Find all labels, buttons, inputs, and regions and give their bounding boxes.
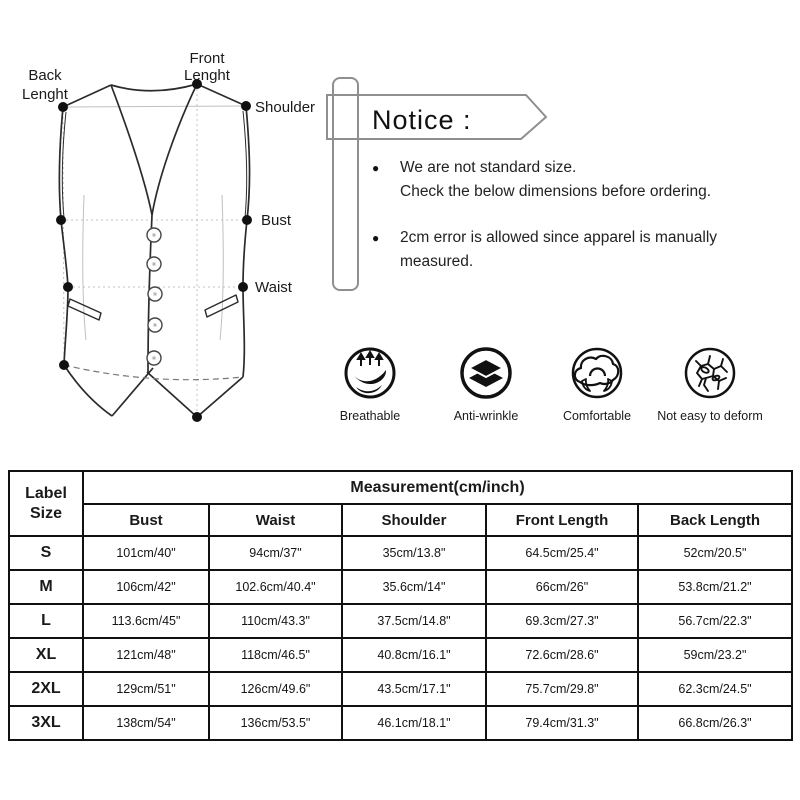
comfortable-icon <box>569 345 625 401</box>
feature-label: Breathable <box>339 409 401 423</box>
table-row-xl <box>9 638 792 672</box>
cell-waist: 136cm/53.5" <box>209 706 342 740</box>
size-label: M <box>9 570 83 604</box>
cell-bust: 138cm/54" <box>83 706 209 740</box>
table-row-3xl <box>9 706 792 740</box>
cell-bust: 113.6cm/45" <box>83 604 209 638</box>
cell-bust: 106cm/42" <box>83 570 209 604</box>
cell-shoulder: 43.5cm/17.1" <box>342 672 486 706</box>
cell-front-length: 79.4cm/31.3" <box>486 706 638 740</box>
size-label: XL <box>9 638 83 672</box>
shoulder-label: Shoulder <box>255 99 316 116</box>
cell-shoulder: 46.1cm/18.1" <box>342 706 486 740</box>
cell-shoulder: 35.6cm/14" <box>342 570 486 604</box>
vest-buttons <box>147 228 162 365</box>
measure-point-dots <box>56 79 252 422</box>
front-length-label-line2: Lenght <box>184 67 230 84</box>
column-header-front-length: Front Length <box>486 504 638 536</box>
notice-1-line2: Check the below dimensions before ordering. <box>400 183 712 200</box>
cell-back-length: 56.7cm/22.3" <box>638 604 792 638</box>
size-label: S <box>9 536 83 570</box>
notice-2-line2: measured. <box>400 253 474 270</box>
cell-back-length: 53.8cm/21.2" <box>638 570 792 604</box>
feature-label: Not easy to deform <box>657 409 763 423</box>
table-row-2xl <box>9 672 792 706</box>
notice-title: Notice : <box>372 105 472 135</box>
cell-shoulder: 40.8cm/16.1" <box>342 638 486 672</box>
cell-shoulder: 37.5cm/14.8" <box>342 604 486 638</box>
cell-front-length: 72.6cm/28.6" <box>486 638 638 672</box>
cell-bust: 121cm/48" <box>83 638 209 672</box>
notice-item-1 <box>372 156 784 204</box>
column-header-shoulder: Shoulder <box>342 504 486 536</box>
column-header-back-length: Back Length <box>638 504 792 536</box>
feature-label: Anti-wrinkle <box>453 409 519 423</box>
notice-1-line1: We are not standard size. <box>400 159 577 176</box>
cell-back-length: 62.3cm/24.5" <box>638 672 792 706</box>
bullet-icon: ● <box>372 161 380 175</box>
feature-not-easy-to-deform <box>635 345 785 423</box>
vest-outline <box>59 84 249 417</box>
breathable-icon <box>342 345 398 401</box>
notice-2-line1: 2cm error is allowed since apparel is manually <box>400 229 718 246</box>
size-label: 3XL <box>9 706 83 740</box>
column-header-waist: Waist <box>209 504 342 536</box>
feature-label: Comfortable <box>562 409 632 423</box>
waist-label: Waist <box>255 279 292 296</box>
not-easy-to-deform-icon <box>682 345 738 401</box>
size-label: 2XL <box>9 672 83 706</box>
cell-waist: 94cm/37" <box>209 536 342 570</box>
cell-bust: 101cm/40" <box>83 536 209 570</box>
size-measurement-table <box>8 470 793 741</box>
label-size-header <box>9 471 83 536</box>
notice-item-2 <box>372 226 784 274</box>
cell-front-length: 66cm/26" <box>486 570 638 604</box>
cell-waist: 110cm/43.3" <box>209 604 342 638</box>
cell-bust: 129cm/51" <box>83 672 209 706</box>
guide-lines <box>61 84 247 417</box>
anti-wrinkle-icon <box>458 345 514 401</box>
cell-front-length: 64.5cm/25.4" <box>486 536 638 570</box>
cell-front-length: 75.7cm/29.8" <box>486 672 638 706</box>
cell-front-length: 69.3cm/27.3" <box>486 604 638 638</box>
size-label: L <box>9 604 83 638</box>
cell-waist: 118cm/46.5" <box>209 638 342 672</box>
label-size-line1: Label <box>25 484 67 502</box>
cell-back-length: 52cm/20.5" <box>638 536 792 570</box>
table-row-s <box>9 536 792 570</box>
signpost-pole <box>333 78 358 290</box>
label-size-line2: Size <box>29 504 62 522</box>
bullet-icon: ● <box>372 231 380 245</box>
cell-waist: 126cm/49.6" <box>209 672 342 706</box>
cell-waist: 102.6cm/40.4" <box>209 570 342 604</box>
vest-diagram <box>0 40 320 440</box>
table-row-l <box>9 604 792 638</box>
cell-back-length: 66.8cm/26.3" <box>638 706 792 740</box>
back-length-label-line1: Back <box>28 67 62 84</box>
back-length-label-line2: Lenght <box>22 86 68 103</box>
cell-back-length: 59cm/23.2" <box>638 638 792 672</box>
bust-label: Bust <box>261 212 292 229</box>
measurement-group-header: Measurement(cm/inch) <box>83 471 792 504</box>
table-row-m <box>9 570 792 604</box>
front-length-label-line1: Front <box>189 50 225 67</box>
column-header-bust: Bust <box>83 504 209 536</box>
notice-list <box>372 156 784 274</box>
cell-shoulder: 35cm/13.8" <box>342 536 486 570</box>
